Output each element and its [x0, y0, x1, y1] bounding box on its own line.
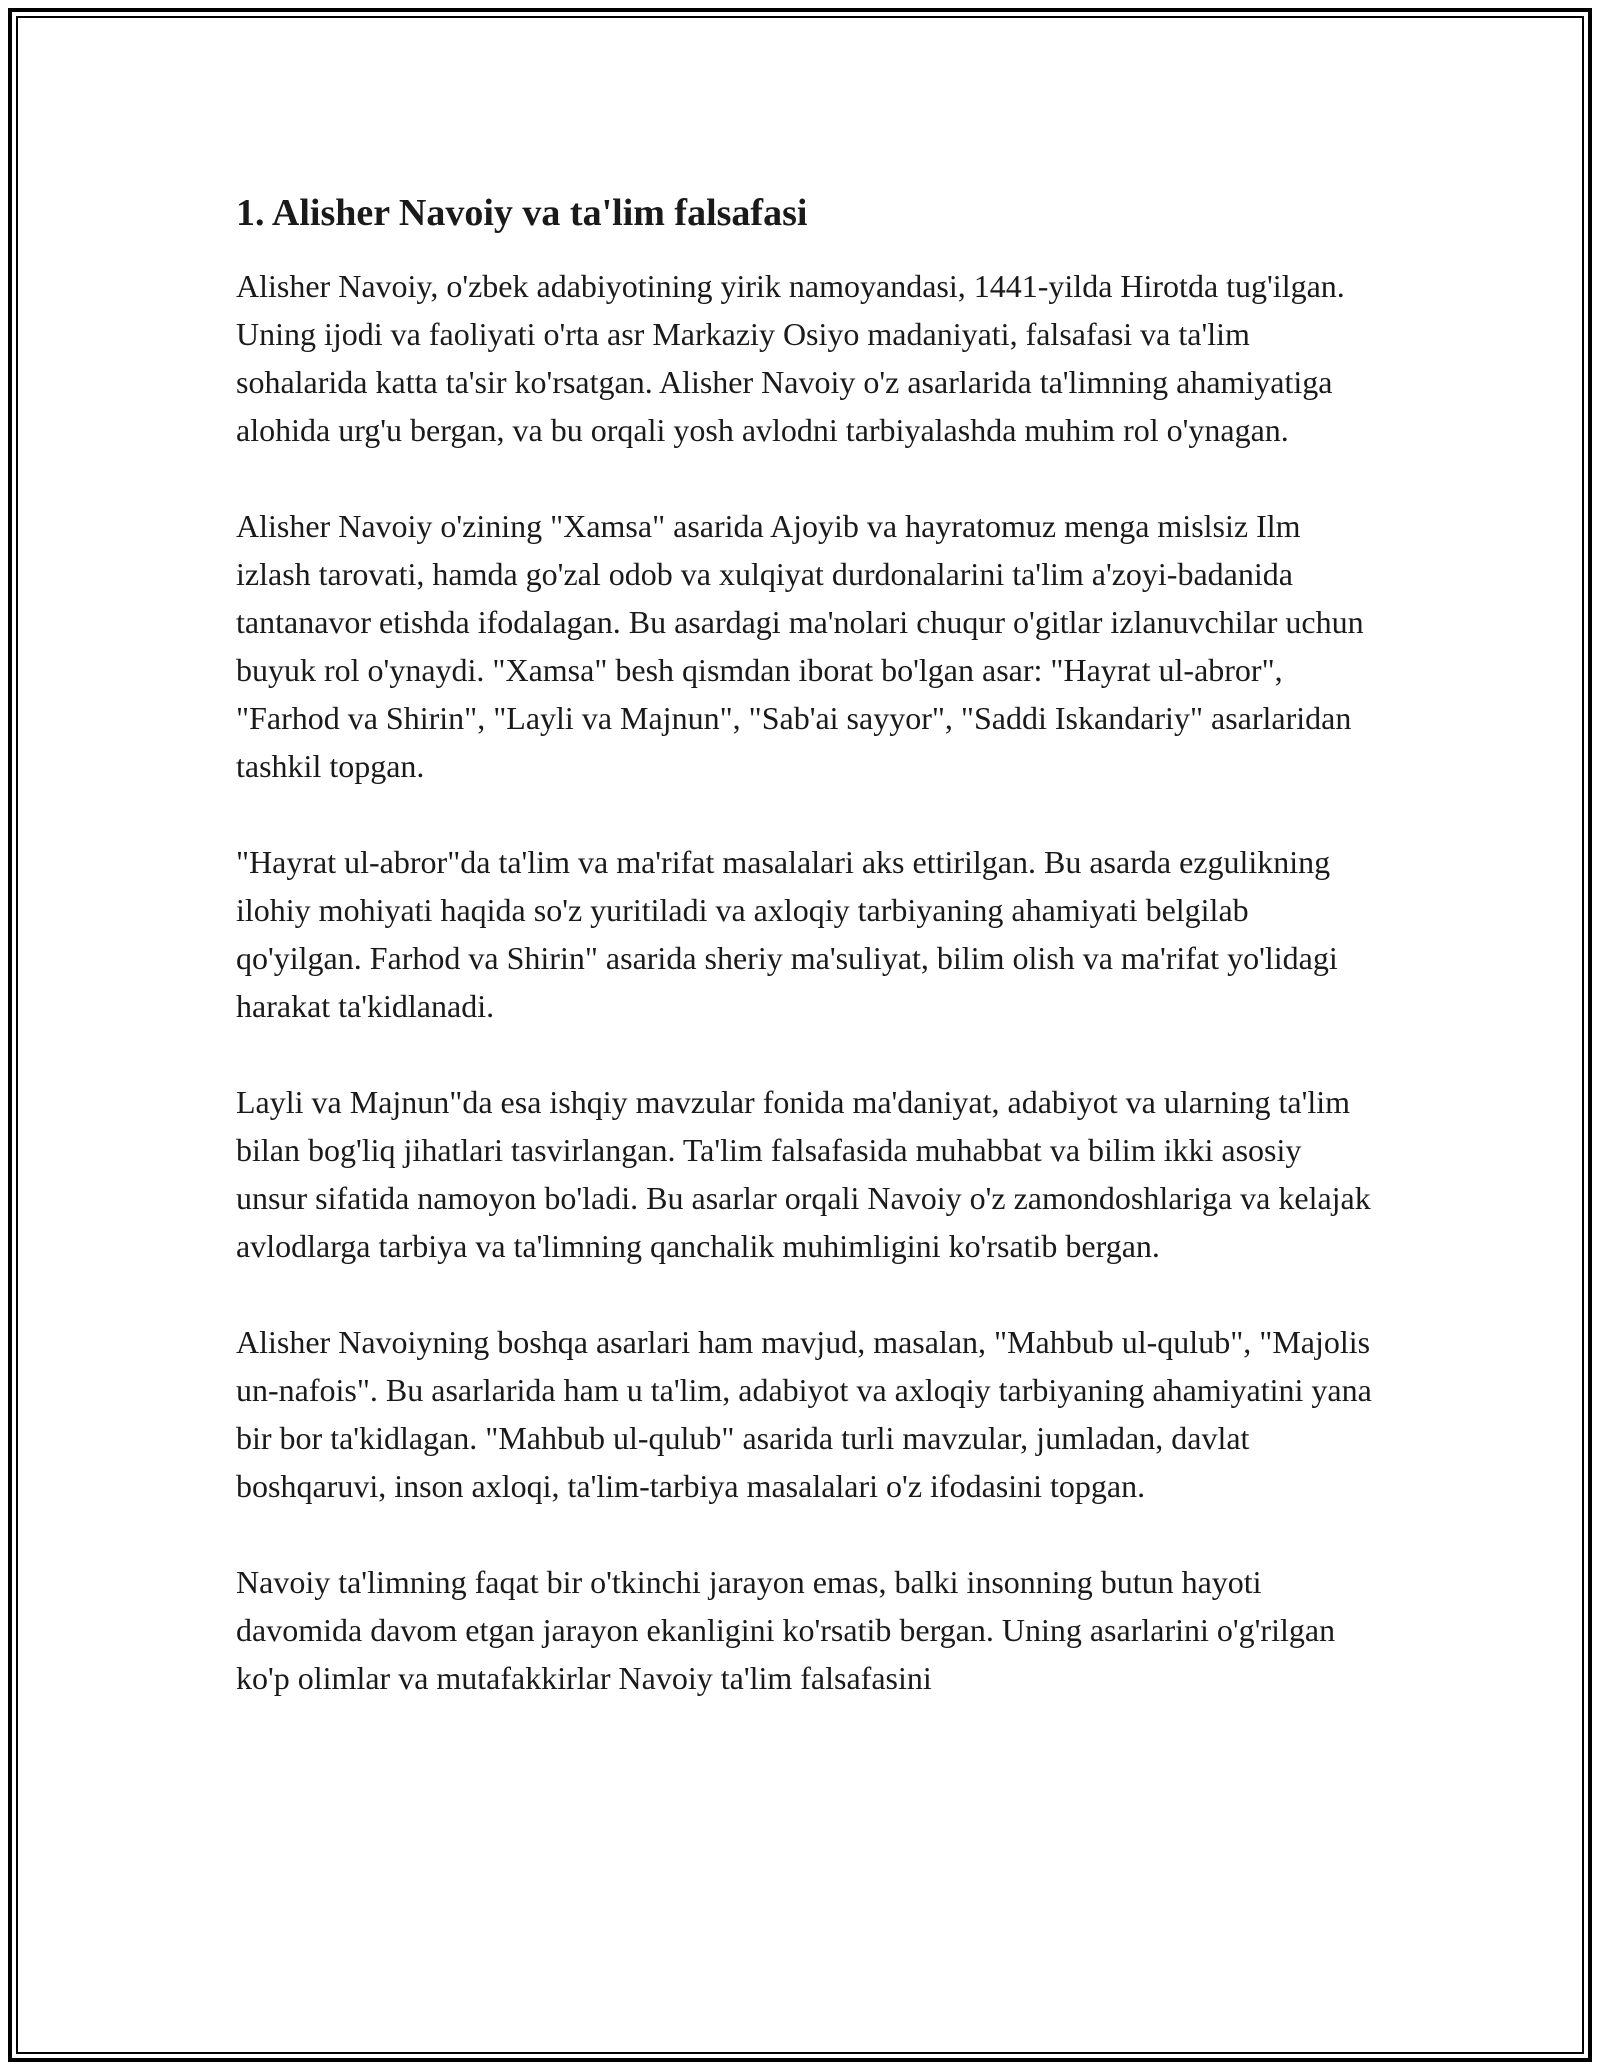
paragraph-hayrat-ul-abror: "Hayrat ul-abror"da ta'lim va ma'rifat masalalari aks ettirilgan. Bu asarda ezgulikning ilohiy mohiyati haqida so'z yuritiladi va axloqiy tarbiyaning ahamiyati belgilab qo'yilgan. Farhod va Shirin" asarida sheriy ma'suliyat, bilim olish va ma'rifat yo'lidagi harakat ta'kidlanadi.: [236, 844, 1338, 1024]
paragraph-intro: Alisher Navoiy, o'zbek adabiyotining yirik namoyandasi, 1441-yilda Hirotda tug'ilgan. Uning ijodi va faoliyati o'rta asr Markaziy Osiyo madaniyati, falsafasi va ta'lim sohalarida katta ta'sir ko'rsatgan. Alisher Navoiy o'z asarlarida ta'limning ahamiyatiga alohida urg'u bergan, va bu orqali yosh avlodni tarbiyalashda muhim rol o'ynagan.: [236, 268, 1345, 448]
paragraph-other-works: Alisher Navoiyning boshqa asarlari ham mavjud, masalan, "Mahbub ul-qulub", "Majolis un-nafois". Bu asarlarida ham u ta'lim, adabiyot va axloqiy tarbiyaning ahamiyatini yana bir bor ta'kidlagan. "Mahbub ul-qulub" asarida turli mavzular, jumladan, davlat boshqaruvi, inson axloqi, ta'lim-tarbiya masalalari o'z ifodasini topgan.: [236, 1324, 1372, 1504]
section-title: 1. Alisher Navoiy va ta'lim falsafasi: [236, 192, 808, 234]
document-body: [236, 186, 1376, 1750]
paragraph-xamsa: Alisher Navoiy o'zining "Xamsa" asarida Ajoyib va hayratomuz menga mislsiz Ilm izlash tarovati, hamda go'zal odob va xulqiyat durdonalarini ta'lim a'zoyi-badanida tantanavor etishda ifodalagan. Bu asardagi ma'nolari chuqur o'gitlar izlanuvchilar uchun buyuk rol o'ynaydi. "Xamsa" besh qismdan iborat bo'lgan asar: "Hayrat ul-abror", "Farhod va Shirin", "Layli va Majnun", "Sab'ai sayyor", "Saddi Iskandariy" asarlaridan tashkil topgan.: [236, 508, 1364, 784]
paragraph-lifelong-learning: Navoiy ta'limning faqat bir o'tkinchi jarayon emas, balki insonning butun hayoti davomida davom etgan jarayon ekanligini ko'rsatib bergan. Uning asarlarini o'g'rilgan ko'p olimlar va mutafakkirlar Navoiy ta'lim falsafasini: [236, 1564, 1336, 1696]
paragraph-layli-va-majnun: Layli va Majnun"da esa ishqiy mavzular fonida ma'daniyat, adabiyot va ularning ta'lim bilan bog'liq jihatlari tasvirlangan. Ta'lim falsafasida muhabbat va bilim ikki asosiy unsur sifatida namoyon bo'ladi. Bu asarlar orqali Navoiy o'z zamondoshlariga va kelajak avlodlarga tarbiya va ta'limning qanchalik muhimligini ko'rsatib bergan.: [236, 1084, 1371, 1264]
